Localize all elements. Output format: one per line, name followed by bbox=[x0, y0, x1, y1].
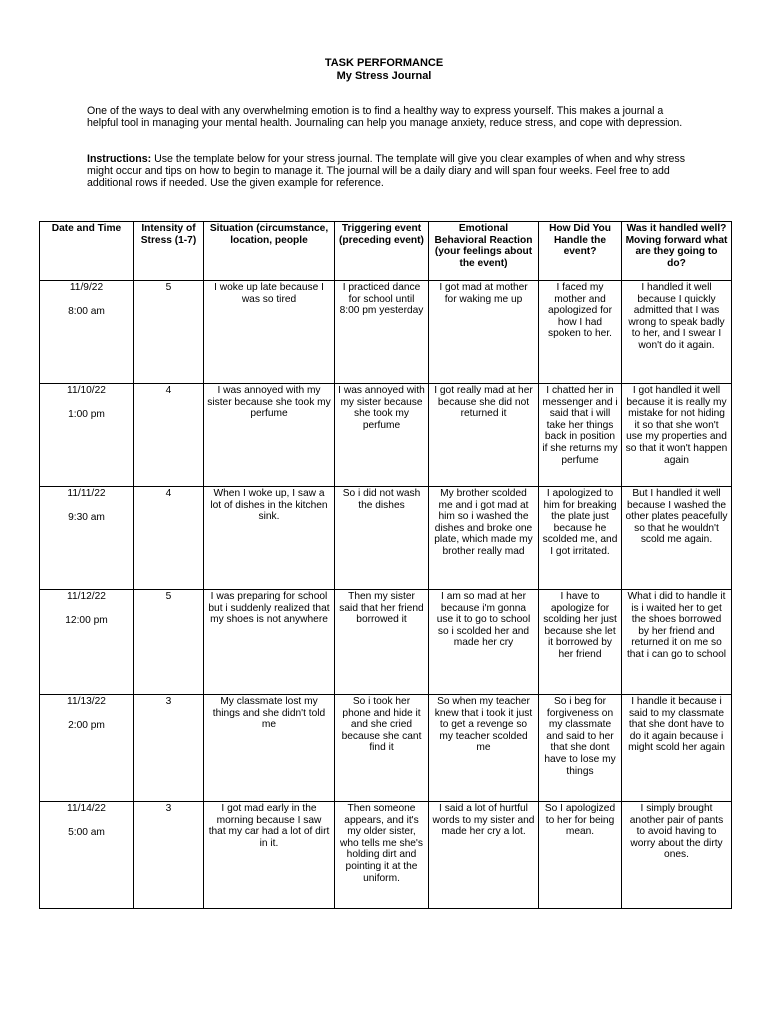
cell-handled: I chatted her in messenger and i said that i will take her things back in position if she returns my perfume bbox=[539, 384, 622, 487]
cell-handled: I apologized to him for breaking the plate just because he scolded me, and I got irritated. bbox=[539, 487, 622, 590]
cell-trigger: I practiced dance for school until 8:00 pm yesterday bbox=[335, 281, 429, 384]
cell-reaction: I got really mad at her because she did not returned it bbox=[429, 384, 539, 487]
cell-date: 11/10/22 bbox=[67, 385, 106, 396]
cell-reaction: So when my teacher knew that i took it just to get a revenge so my teacher scolded me bbox=[429, 695, 539, 802]
cell-outcome: I handle it because i said to my classmate that she dont have to do it again because i might scold her again bbox=[622, 695, 732, 802]
table-row bbox=[40, 281, 732, 384]
cell-trigger: Then someone appears, and it's my older sister, who tells me she's holding dirt and pointing it at the uniform. bbox=[335, 802, 429, 909]
cell-handled: So i beg for forgiveness on my classmate and said to her that she dont have to lose my things bbox=[539, 695, 622, 802]
cell-reaction: I am so mad at her because i'm gonna use it to go to school so i scolded her and made her cry bbox=[429, 590, 539, 695]
cell-trigger: Then my sister said that her friend borrowed it bbox=[335, 590, 429, 695]
instructions-label: Instructions: bbox=[87, 153, 152, 165]
header-trigger: Triggering event (preceding event) bbox=[335, 222, 429, 281]
cell-intensity: 4 bbox=[134, 487, 204, 590]
cell-time: 1:00 pm bbox=[68, 408, 105, 420]
instructions-text: Use the template below for your stress journal. The template will give you clear examples of when and why stress might occur and tips on how to begin to manage it. The journal will be a daily diary and will span four weeks. Feel free to add additional rows if needed. Use the given example for reference. bbox=[87, 153, 686, 189]
cell-time: 8:00 am bbox=[68, 305, 105, 317]
cell-intensity: 5 bbox=[134, 281, 204, 384]
table-row bbox=[40, 590, 732, 695]
cell-intensity: 4 bbox=[134, 384, 204, 487]
cell-date: 11/14/22 bbox=[67, 803, 106, 814]
cell-reaction: I got mad at mother for waking me up bbox=[429, 281, 539, 384]
cell-trigger: So i took her phone and hide it and she cried because she cant find it bbox=[335, 695, 429, 802]
cell-date: 11/11/22 bbox=[67, 488, 106, 499]
header-intensity: Intensity of Stress (1-7) bbox=[134, 222, 204, 281]
table-row bbox=[40, 695, 732, 802]
cell-outcome: But I handled it well because I washed the other plates peacefully so that he wouldn't scold me again. bbox=[622, 487, 732, 590]
cell-situation: I was annoyed with my sister because she took my perfume bbox=[204, 384, 335, 487]
cell-date-time bbox=[40, 281, 134, 384]
instructions-paragraph bbox=[87, 153, 687, 189]
table-row bbox=[40, 487, 732, 590]
header-handled: How Did You Handle the event? bbox=[539, 222, 622, 281]
cell-situation: When I woke up, I saw a lot of dishes in the kitchen sink. bbox=[204, 487, 335, 590]
table-row bbox=[40, 802, 732, 909]
cell-handled: I faced my mother and apologized for how I had spoken to her. bbox=[539, 281, 622, 384]
cell-situation: I got mad early in the morning because I saw that my car had a lot of dirt in it. bbox=[204, 802, 335, 909]
cell-intensity: 3 bbox=[134, 802, 204, 909]
cell-intensity: 5 bbox=[134, 590, 204, 695]
cell-reaction: I said a lot of hurtful words to my sister and made her cry a lot. bbox=[429, 802, 539, 909]
cell-date: 11/13/22 bbox=[67, 696, 106, 707]
cell-handled: So I apologized to her for being mean. bbox=[539, 802, 622, 909]
stress-journal-table bbox=[39, 221, 732, 909]
cell-time: 12:00 pm bbox=[65, 614, 108, 626]
header-date-time: Date and Time bbox=[40, 222, 134, 281]
cell-trigger: So i did not wash the dishes bbox=[335, 487, 429, 590]
cell-date-time bbox=[40, 802, 134, 909]
cell-date: 11/9/22 bbox=[69, 282, 104, 293]
header-outcome: Was it handled well? Moving forward what are they going to do? bbox=[622, 222, 732, 281]
cell-time: 2:00 pm bbox=[68, 719, 105, 731]
document-subtitle: My Stress Journal bbox=[336, 70, 432, 82]
cell-situation: I woke up late because I was so tired bbox=[204, 281, 335, 384]
cell-date-time bbox=[40, 590, 134, 695]
cell-handled: I have to apologize for scolding her just because she let it borrowed by her friend bbox=[539, 590, 622, 695]
cell-outcome: I handled it well because I quickly admitted that I was wrong to speak badly to her, and I swear I won't do it again. bbox=[622, 281, 732, 384]
cell-situation: My classmate lost my things and she didn't told me bbox=[204, 695, 335, 802]
cell-time: 9:30 am bbox=[68, 511, 105, 523]
cell-outcome: I got handled it well because it is really my mistake for not hiding it so that she won't use my properties and so that it won't happen again bbox=[622, 384, 732, 487]
title-block bbox=[0, 57, 768, 83]
header-situation: Situation (circumstance, location, people bbox=[204, 222, 335, 281]
intro-paragraph: One of the ways to deal with any overwhelming emotion is to find a healthy way to express yourself. This makes a journal a helpful tool in managing your mental health. Journaling can help you manage anxiety, reduce stress, and cope with depression. bbox=[87, 105, 683, 129]
cell-date: 11/12/22 bbox=[67, 591, 106, 602]
cell-date-time bbox=[40, 487, 134, 590]
cell-reaction: My brother scolded me and i got mad at him so i washed the dishes and broke one plate, which made my brother really mad bbox=[429, 487, 539, 590]
cell-outcome: I simply brought another pair of pants to avoid having to worry about the dirty ones. bbox=[622, 802, 732, 909]
table-header-row bbox=[40, 222, 732, 281]
cell-date-time bbox=[40, 695, 134, 802]
header-reaction: Emotional Behavioral Reaction (your feelings about the event) bbox=[429, 222, 539, 281]
table-row bbox=[40, 384, 732, 487]
cell-time: 5:00 am bbox=[68, 826, 105, 838]
document-title: TASK PERFORMANCE bbox=[324, 57, 444, 69]
cell-situation: I was preparing for school but i suddenly realized that my shoes is not anywhere bbox=[204, 590, 335, 695]
cell-outcome: What i did to handle it is i waited her to get the shoes borrowed by her friend and returned it on me so that i can go to school bbox=[622, 590, 732, 695]
cell-date-time bbox=[40, 384, 134, 487]
cell-trigger: I was annoyed with my sister because she took my perfume bbox=[335, 384, 429, 487]
cell-intensity: 3 bbox=[134, 695, 204, 802]
